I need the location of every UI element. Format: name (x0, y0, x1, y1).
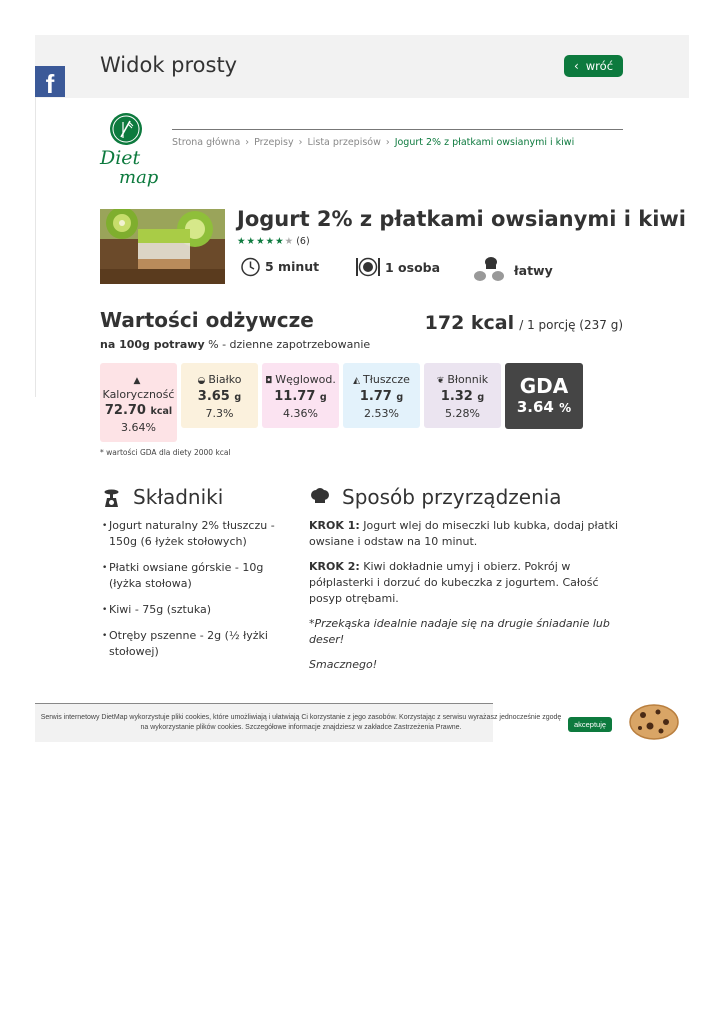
back-button-label: wróć (585, 59, 614, 73)
per100-legend (100, 338, 370, 351)
servings (355, 256, 440, 278)
nutrition-title: Wartości odżywcze (100, 308, 314, 332)
cookie-icon (628, 702, 680, 742)
preparation-title: Sposób przyrządzenia (342, 485, 562, 509)
clock-icon (240, 256, 261, 277)
ingredients-list (102, 518, 282, 670)
rating-count: (6) (296, 236, 310, 247)
ingredient-item: • Płatki owsiane górskie - 10g (łyżka stołowa) (102, 560, 282, 592)
grain-icon: ❦ (436, 376, 445, 386)
prep-time-value: 5 minut (265, 259, 320, 274)
nutrient-icon-row (100, 373, 177, 388)
nutrient-label: Białko (208, 373, 242, 386)
breadcrumb-divider (172, 129, 623, 130)
nutrient-value: 72.70 kcal (104, 403, 173, 418)
star-icon: ★ (237, 236, 246, 247)
nutrient-box-protein (181, 363, 258, 428)
nutrient-percent: 2.53% (364, 407, 399, 420)
star-empty-icon: ★ (284, 236, 294, 247)
breadcrumb-current[interactable]: Jogurt 2% z płatkami owsianymi i kiwi (394, 137, 575, 148)
gda-box (505, 363, 583, 429)
step-2: KROK 2: Kiwi dokładnie umyj i obierz. Pokrój w półplasterki i dorzuć do kubeczka z jogurtem. Całość posyp otrębami. (309, 560, 599, 605)
star-icon: ★ (265, 236, 275, 247)
sugar-cube-icon: ◘ (265, 376, 273, 386)
breadcrumb-recipe-list[interactable]: Lista przepisów (307, 137, 381, 148)
page-title: Widok prosty (100, 53, 238, 77)
ingredient-item: • Jogurt naturalny 2% tłuszczu - 150g (6 łyżek stołowych) (102, 518, 282, 550)
nutrient-percent: 4.36% (283, 407, 318, 420)
star-icon: ★ (246, 236, 256, 247)
ingredients-title: Składniki (133, 485, 224, 509)
chevron-right-icon: › (385, 137, 390, 148)
nutrient-label: Kaloryczność (102, 388, 175, 401)
nutrient-box-carbs (262, 363, 339, 428)
nutrient-value: 1.77 g (359, 389, 404, 404)
chevron-right-icon: › (245, 137, 250, 148)
breadcrumb (172, 137, 574, 148)
nutrient-value: 1.32 g (440, 389, 485, 404)
gda-note: * wartości GDA dla diety 2000 kcal (100, 448, 231, 457)
protein-bowl-icon: ◒ (197, 376, 206, 386)
per100-description: % - dzienne zapotrzebowanie (208, 338, 371, 351)
prep-time (240, 256, 319, 277)
recipe-photo (100, 209, 225, 284)
gda-label: GDA (519, 374, 569, 398)
logo-text-map: map (119, 167, 159, 188)
plate-icon (355, 256, 381, 278)
facebook-icon: f (45, 69, 55, 99)
breadcrumb-home[interactable]: Strona główna (172, 137, 241, 148)
nutrient-percent: 5.28% (445, 407, 480, 420)
ingredient-item: • Otręby pszenne - 2g (½ łyżki stołowej) (102, 628, 282, 660)
kitchen-scale-icon (102, 487, 121, 508)
star-icon: ★ (275, 236, 284, 247)
nutrient-percent: 7.3% (205, 407, 234, 420)
ingredients-heading (102, 485, 223, 509)
chef-hat-icon (472, 256, 510, 284)
breadcrumb-recipes[interactable]: Przepisy (254, 137, 294, 148)
divider (35, 97, 36, 397)
nutrient-value: 11.77 g (274, 389, 327, 404)
chef-hat-icon (310, 488, 330, 506)
facebook-share-button[interactable] (35, 66, 65, 97)
difficulty-value: łatwy (514, 262, 553, 278)
chevron-right-icon: › (298, 137, 303, 148)
nutrient-percent: 3.64% (121, 421, 156, 434)
recipe-title: Jogurt 2% z płatkami owsianymi i kiwi (237, 207, 686, 231)
step-1: KROK 1: Jogurt wlej do miseczki lub kubka, dodaj płatki owsiane i odstaw na 10 minut. (309, 519, 619, 548)
nutrient-box-calories (100, 363, 177, 442)
nutrient-label: Tłuszcze (363, 373, 410, 386)
cookie-text: Serwis internetowy DietMap wykorzystuje pliki cookies, które umożliwiają i ułatwiają Ci korzystanie z jego zasobów. Korzystając z serwisu wyrażasz jednocześnie zgodę na wykorzystanie plików cookies. Szczegółowe informacje znajdziesz w zakładce Zastrzeżenia Prawne. (40, 714, 562, 731)
accept-cookies-button[interactable]: akceptuję (568, 717, 612, 732)
nutrient-box-fat (343, 363, 420, 428)
rating[interactable] (237, 236, 310, 247)
per100-label: na 100g potrawy (100, 338, 205, 351)
butter-icon: ◭ (353, 376, 360, 386)
preparation-steps (309, 518, 625, 682)
flame-icon: ▲ (133, 376, 141, 386)
nutrient-label: Błonnik (447, 373, 489, 386)
closing-note: Smacznego! (309, 658, 378, 671)
kcal-total (425, 312, 623, 334)
nutrient-value: 3.65 g (197, 389, 242, 404)
serving-note: *Przekąska idealnie nadaje się na drugie śniadanie lub deser! (309, 617, 610, 646)
preparation-heading (310, 485, 562, 509)
difficulty (472, 256, 553, 284)
chevron-left-icon: ‹ (573, 59, 579, 73)
kcal-total-value: 172 kcal (424, 312, 515, 334)
portion-info: / 1 porcję (237 g) (519, 318, 623, 332)
star-icon: ★ (256, 236, 265, 247)
back-button[interactable] (564, 55, 623, 77)
nutrient-label: Węglowod. (275, 373, 336, 386)
logo-text-diet: Diet (100, 147, 141, 169)
servings-value: 1 osoba (385, 259, 441, 275)
nutrient-box-fiber (424, 363, 501, 428)
gda-value: 3.64 % (516, 398, 572, 416)
ingredient-item: • Kiwi - 75g (sztuka) (102, 602, 282, 618)
dietmap-logo[interactable] (99, 112, 163, 188)
